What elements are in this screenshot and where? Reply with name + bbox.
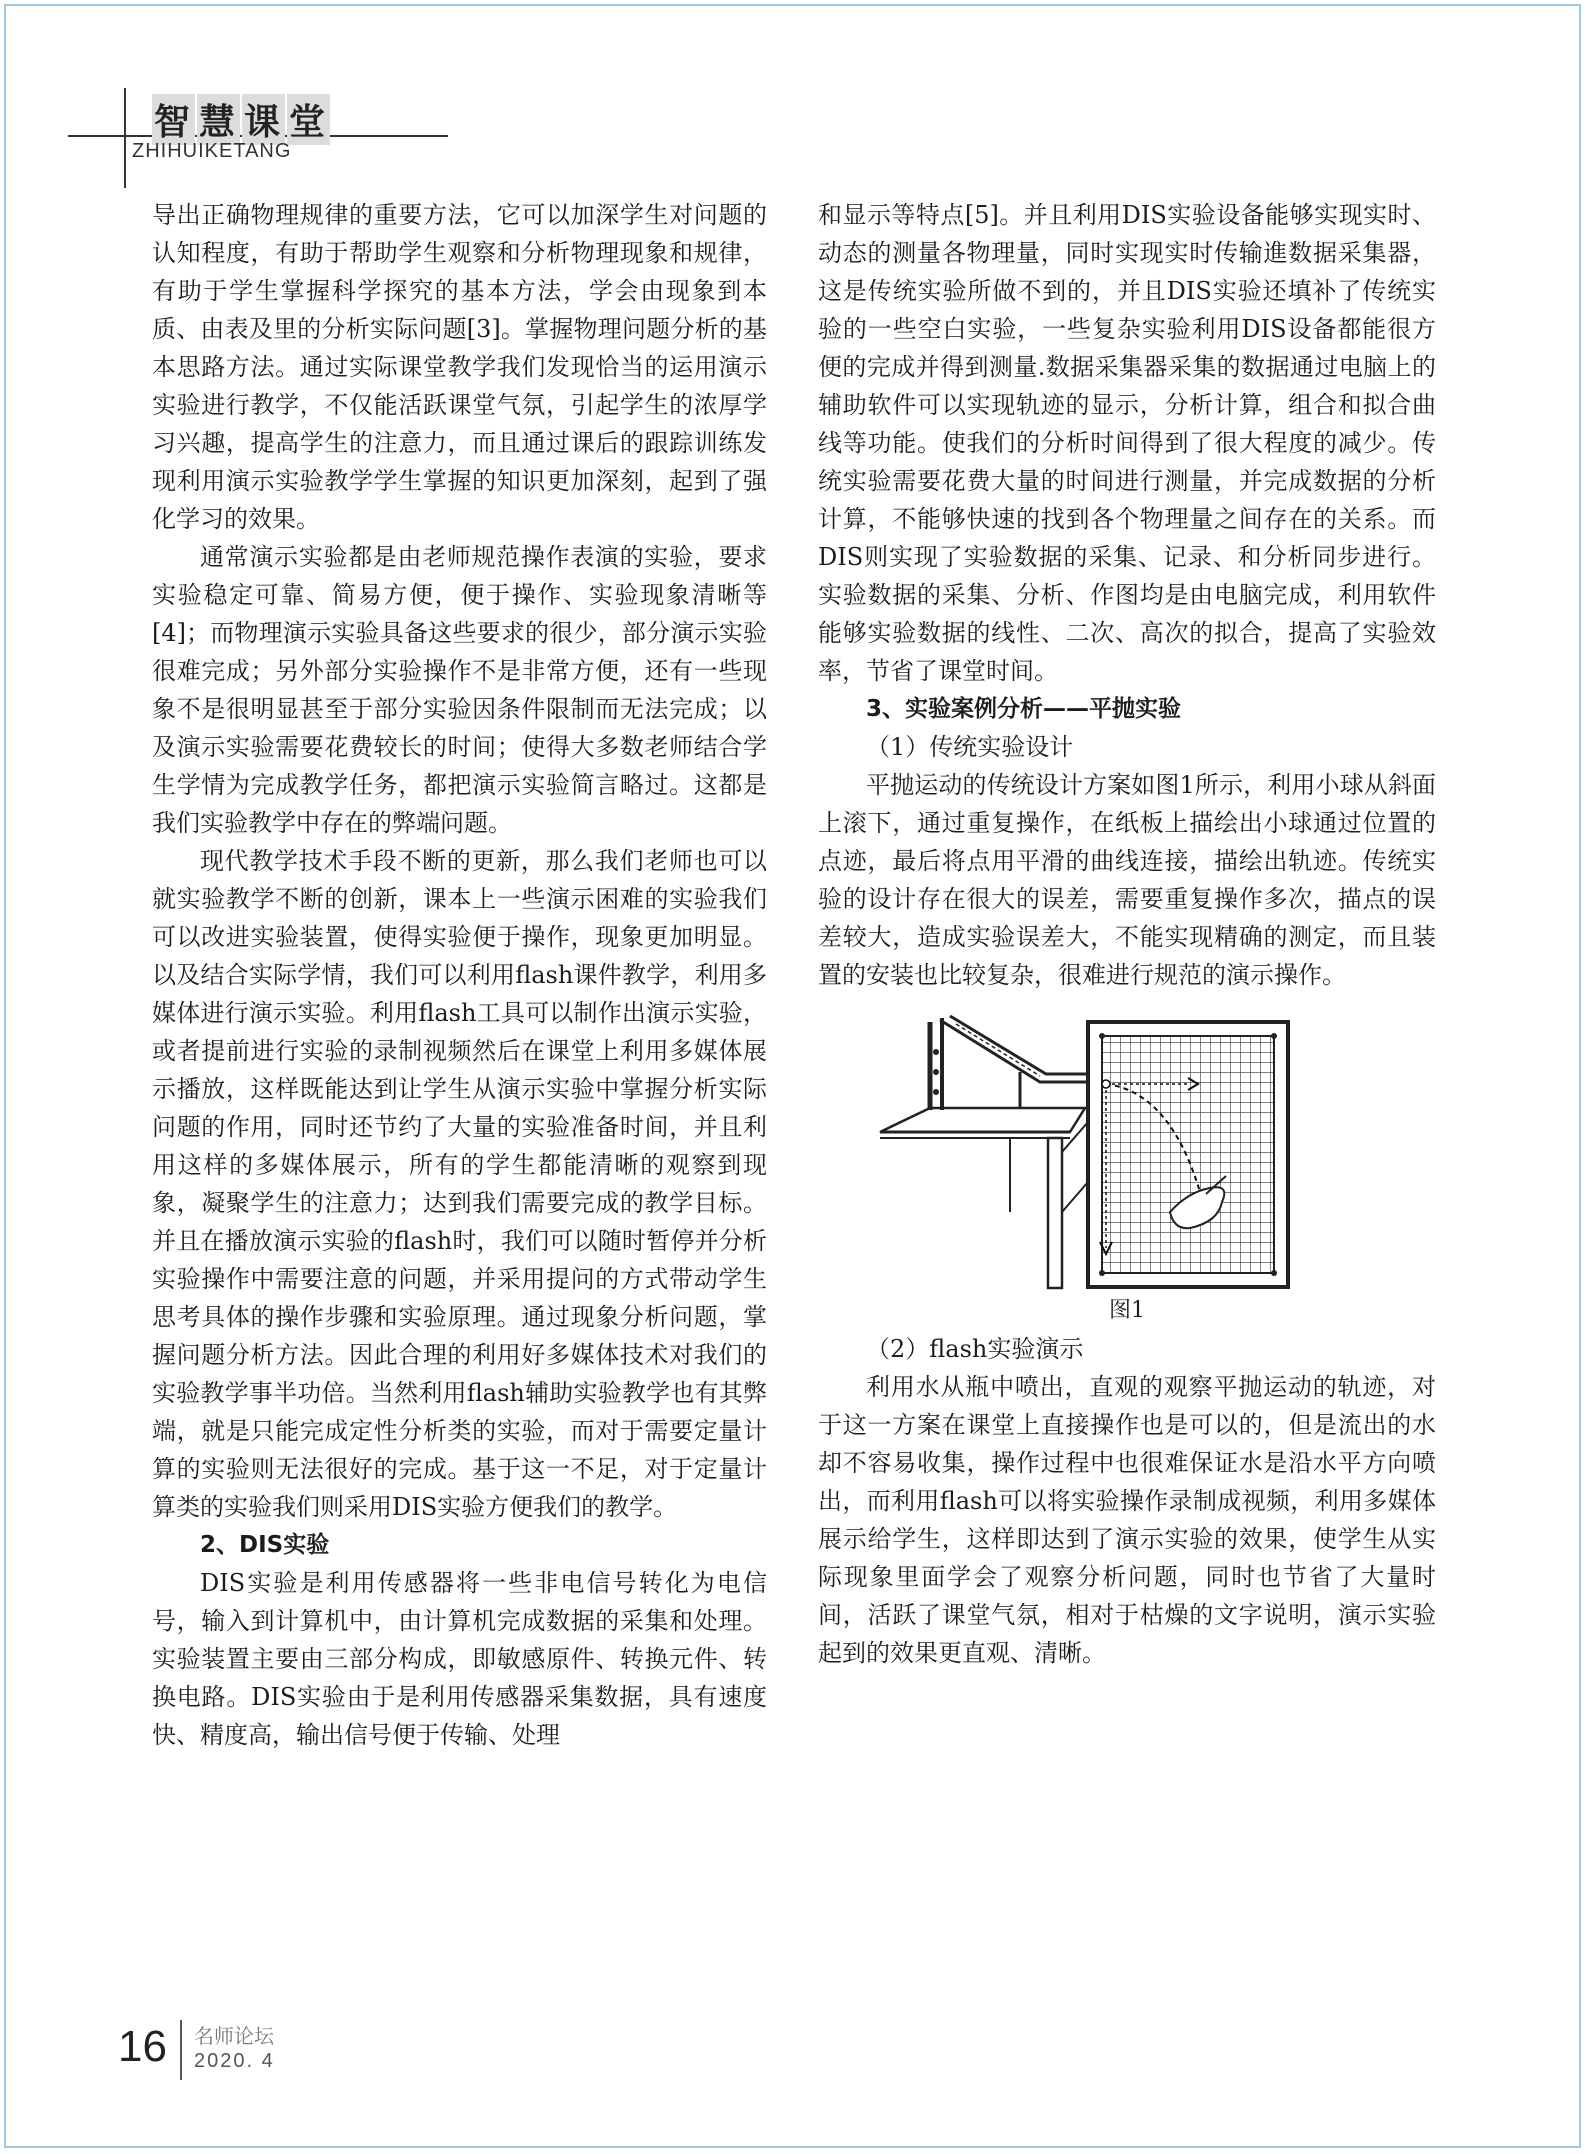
left-column [152,196,767,1754]
header-vertical-rule [124,88,126,188]
paragraph: 导出正确物理规律的重要方法，它可以加深学生对问题的认知程度，有助于帮助学生观察和分析物理现象和规律，有助于学生掌握科学探究的基本方法，学会由现象到本质、由表及里的分析实际问题[3]。掌握物理问题分析的基本思路方法。通过实际课堂教学我们发现恰当的运用演示实验进行教学，不仅能活跃课堂气氛，引起学生的浓厚学习兴趣，提高学生的注意力，而且通过课后的跟踪训练发现利用演示实验教学学生掌握的知识更加深刻，起到了强化学习的效果。 [152,201,767,533]
section-heading: 2、DIS实验 [200,1532,330,1558]
title-char: 智 [152,94,195,145]
paragraph: 现代教学技术手段不断的更新，那么我们老师也可以就实验教学不断的创新，课本上一些演示困难的实验我们可以改进实验装置，使得实验便于操作，现象更加明显。以及结合实际学情，我们可以利用flash课件教学，利用多媒体进行演示实验。利用flash工具可以制作出演示实验，或者提前进行实验的录制视频然后在课堂上利用多媒体展示播放，这样既能达到让学生从演示实验中掌握分析实际问题的作用，同时还节约了大量的实验准备时间，并且利用这样的多媒体展示，所有的学生都能清晰的观察到现象，凝聚学生的注意力；达到我们需要完成的教学目标。并且在播放演示实验的flash时，我们可以随时暂停并分析实验操作中需要注意的问题，并采用提问的方式带动学生思考具体的操作步骤和实验原理。通过现象分析问题，掌握问题分析方法。因此合理的利用好多媒体技术对我们的实验教学事半功倍。当然利用flash辅助实验教学也有其弊端，就是只能完成定性分析类的实验，而对于需要定量计算的实验则无法很好的完成。基于这一不足，对于定量计算类的实验我们则采用DIS实验方便我们的教学。 [152,847,767,1521]
page-number: 16 [118,2022,167,2071]
issue-date: 2020. 4 [194,2050,275,2072]
figure-caption: 图1 [1109,1298,1145,1323]
paragraph: 和显示等特点[5]。并且利用DIS实验设备能够实现实时、动态的测量各物理量，同时实现实时传输進数据采集器，这是传统实验所做不到的，并且DIS实验还填补了传统实验的一些空白实验，一些复杂实验利用DIS设备都能很方便的完成并得到测量.数据采集器采集的数据通过电脑上的辅助软件可以实现轨迹的显示，分析计算，组合和拟合曲线等功能。使我们的分析时间得到了很大程度的减少。传统实验需要花费大量的时间进行测量，并完成数据的分析计算，不能够快速的找到各个物理量之间存在的关系。而DIS则实现了实验数据的采集、记录、和分析同步进行。实验数据的采集、分析、作图均是由电脑完成，利用软件能够实验数据的线性、二次、高次的拟合，提高了实验效率，节省了课堂时间。 [818,201,1436,685]
section-title [152,94,332,145]
section-subtitle: ZHIHUIKETANG [132,140,292,162]
paragraph: 利用水从瓶中喷出，直观的观察平抛运动的轨迹，对于这一方案在课堂上直接操作也是可以的，但是流出的水却不容易收集，操作过程中也很难保证水是沿水平方向喷出，而利用flash可以将实验操作录制成视频，利用多媒体展示给学生，这样即达到了演示实验的效果，使学生从实际现象里面学会了观察分析问题，同时也节省了大量时间，活跃了课堂气氛，相对于枯燥的文字说明，演示实验起到的效果更直观、清晰。 [818,1373,1436,1667]
title-char: 课 [242,94,285,145]
title-char: 堂 [287,94,330,145]
apparatus-drawing [870,1012,1340,1292]
section-heading: 3、实验案例分析——平抛实验 [866,696,1182,722]
right-column [818,196,1436,1672]
subsection-heading: （1）传统实验设计 [866,733,1074,761]
magazine-name: 名师论坛 [194,2026,274,2048]
paragraph: DIS实验是利用传感器将一些非电信号转化为电信号，输入到计算机中，由计算机完成数据的采集和处理。实验装置主要由三部分构成，即敏感原件、转换元件、转换电路。DIS实验由于是利用传感器采集数据，具有速度快、精度高，输出信号便于传输、处理 [152,1569,767,1749]
paragraph: 平抛运动的传统设计方案如图1所示，利用小球从斜面上滚下，通过重复操作，在纸板上描绘出小球通过位置的点迹，最后将点用平滑的曲线连接，描绘出轨迹。传统实验的设计存在很大的误差，需要重复操作多次，描点的误差较大，造成实验误差大，不能实现精确的测定，而且装置的安装也比较复杂，很难进行规范的演示操作。 [818,771,1436,989]
subsection-heading: （2）flash实验演示 [866,1335,1084,1363]
footer-divider [180,2020,182,2080]
projectile-apparatus-figure [870,1012,1340,1292]
paragraph: 通常演示实验都是由老师规范操作表演的实验，要求实验稳定可靠、简易方便，便于操作、实验现象清晰等[4]；而物理演示实验具备这些要求的很少，部分演示实验很难完成；另外部分实验操作不是非常方便，还有一些现象不是很明显甚至于部分实验因条件限制而无法完成；以及演示实验需要花费较长的时间；使得大多数老师结合学生学情为完成教学任务，都把演示实验简言略过。这都是我们实验教学中存在的弊端问题。 [152,543,767,837]
title-char: 慧 [197,94,240,145]
